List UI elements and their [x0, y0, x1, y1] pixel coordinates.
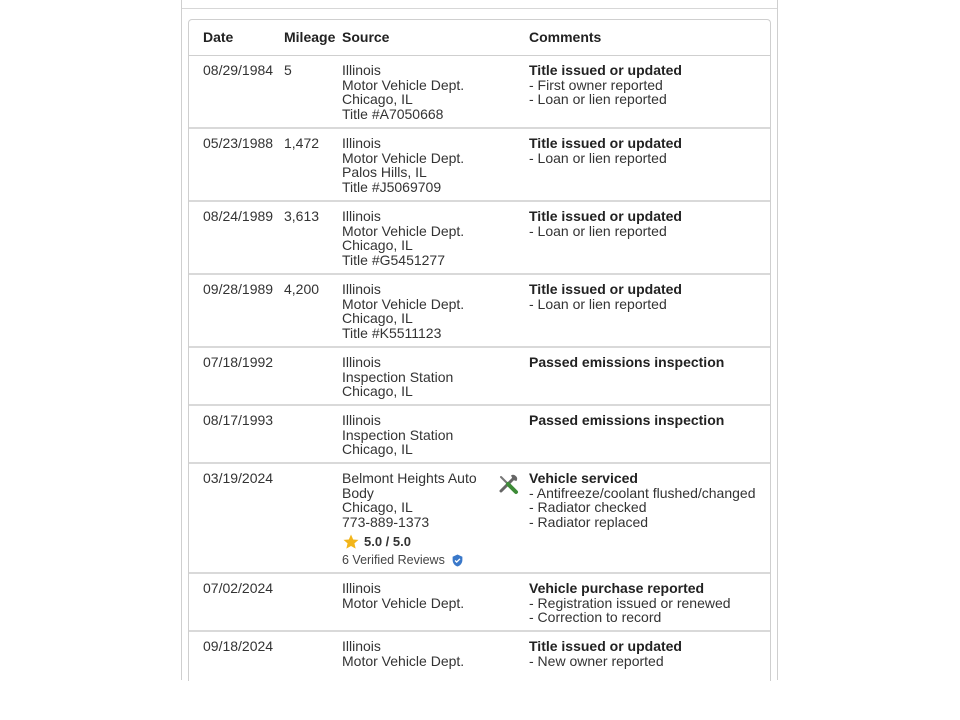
table-row [189, 406, 770, 464]
comment-title: Title issued or updated [529, 208, 682, 224]
table-row [189, 348, 770, 406]
source-line: Chicago, IL [342, 237, 413, 254]
comment-item: - Antifreeze/coolant flushed/changed [529, 484, 756, 501]
row-date: 07/02/2024 [203, 580, 274, 596]
row-comments [529, 581, 769, 625]
row-source [342, 355, 492, 399]
verified-reviews-link[interactable] [342, 553, 492, 568]
source-line: Chicago, IL [342, 441, 413, 458]
source-line: Illinois [342, 580, 381, 596]
table-row [189, 464, 770, 574]
row-source [342, 471, 492, 568]
row-date: 03/19/2024 [203, 470, 274, 486]
row-date: 05/23/1988 [203, 135, 274, 151]
star-icon [342, 533, 360, 551]
source-line: Illinois [342, 281, 381, 297]
row-date: 08/17/1993 [203, 412, 274, 428]
comment-item: - Loan or lien reported [529, 149, 667, 166]
row-mileage: 4,200 [284, 281, 320, 297]
row-source [342, 209, 492, 267]
row-date: 09/28/1989 [203, 281, 274, 297]
comment-item: - Loan or lien reported [529, 222, 667, 239]
source-line: Illinois [342, 208, 381, 224]
table-row [189, 275, 770, 348]
row-source [342, 136, 492, 194]
header-mileage: Mileage [284, 29, 336, 45]
comment-title: Passed emissions inspection [529, 412, 725, 428]
comment-item: - Loan or lien reported [529, 295, 667, 312]
comment-title: Title issued or updated [529, 62, 682, 78]
comment-title: Vehicle serviced [529, 470, 638, 486]
verified-shield-icon [451, 554, 464, 567]
row-source [342, 63, 492, 121]
comment-item: - Radiator replaced [529, 513, 649, 530]
comment-title: Title issued or updated [529, 135, 682, 151]
source-line: Illinois [342, 412, 381, 428]
source-line: Motor Vehicle Dept. [342, 594, 465, 611]
source-line: Chicago, IL [342, 91, 413, 108]
header-source: Source [342, 29, 390, 45]
source-line: Motor Vehicle Dept. [342, 76, 465, 93]
row-comments [529, 471, 769, 529]
header-comments: Comments [529, 29, 602, 45]
source-line: Chicago, IL [342, 383, 413, 400]
source-line: Title #G5451277 [342, 251, 445, 268]
wrench-screwdriver-icon [496, 472, 520, 496]
header-date: Date [203, 29, 234, 45]
comment-item: - Radiator checked [529, 499, 647, 516]
source-line: Motor Vehicle Dept. [342, 295, 465, 312]
comment-title: Title issued or updated [529, 281, 682, 297]
row-comments [529, 136, 769, 165]
source-line: Title #J5069709 [342, 178, 442, 195]
source-line: Illinois [342, 638, 381, 654]
row-mileage: 3,613 [284, 208, 320, 224]
comment-item: - First owner reported [529, 76, 663, 93]
comment-item: - Registration issued or renewed [529, 594, 731, 611]
source-line: Belmont Heights Auto [342, 470, 477, 486]
comment-item: - New owner reported [529, 652, 664, 669]
row-source [342, 282, 492, 340]
shop-rating [342, 533, 492, 551]
row-comments [529, 63, 769, 107]
row-date: 08/24/1989 [203, 208, 274, 224]
row-comments [529, 413, 769, 428]
source-line: Title #A7050668 [342, 105, 444, 122]
comment-title: Passed emissions inspection [529, 354, 725, 370]
row-date: 08/29/1984 [203, 62, 274, 78]
comment-item: - Loan or lien reported [529, 91, 667, 108]
comment-item: - Correction to record [529, 609, 662, 626]
comment-title: Title issued or updated [529, 638, 682, 654]
rating-score: 5.0 / 5.0 [364, 534, 411, 550]
row-comments [529, 639, 769, 668]
source-line: Chicago, IL [342, 310, 413, 327]
table-row [189, 56, 770, 129]
source-line: Illinois [342, 62, 381, 78]
table-row [189, 202, 770, 275]
source-line: Illinois [342, 135, 381, 151]
row-source [342, 581, 492, 610]
table-row [189, 129, 770, 202]
source-line: Body [342, 484, 374, 501]
comment-title: Vehicle purchase reported [529, 580, 705, 596]
source-line: Palos Hills, IL [342, 164, 427, 181]
table-header [189, 20, 770, 56]
history-table [188, 19, 771, 681]
table-row [189, 632, 770, 681]
row-date: 09/18/2024 [203, 638, 274, 654]
row-comments [529, 209, 769, 238]
source-line: Inspection Station [342, 426, 454, 443]
row-date: 07/18/1992 [203, 354, 274, 370]
source-line: Motor Vehicle Dept. [342, 149, 465, 166]
row-mileage: 5 [284, 62, 292, 78]
reviews-label: 6 Verified Reviews [342, 553, 445, 568]
source-line: Motor Vehicle Dept. [342, 222, 465, 239]
source-line: Chicago, IL [342, 499, 413, 516]
row-source [342, 639, 492, 668]
source-line: Motor Vehicle Dept. [342, 652, 465, 669]
source-line: Title #K5511123 [342, 324, 442, 341]
row-comments [529, 282, 769, 311]
source-line: 773-889-1373 [342, 513, 430, 530]
row-comments [529, 355, 769, 370]
row-source [342, 413, 492, 457]
table-row [189, 574, 770, 632]
row-mileage: 1,472 [284, 135, 320, 151]
source-line: Inspection Station [342, 368, 454, 385]
source-line: Illinois [342, 354, 381, 370]
